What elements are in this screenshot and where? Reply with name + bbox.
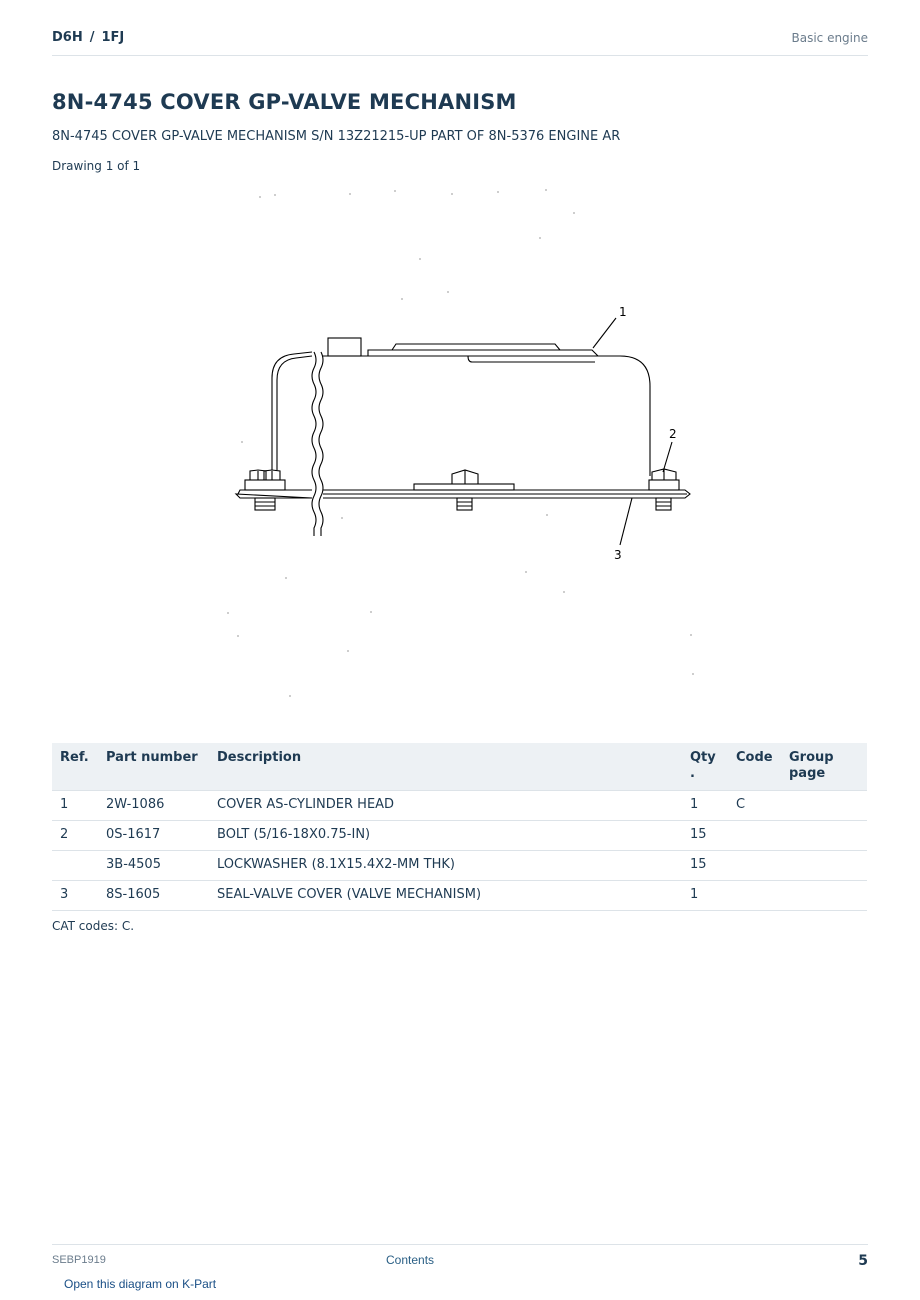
header-qty: Qty . (682, 743, 728, 791)
parts-table-header (52, 743, 867, 791)
callout-3: 3 (614, 548, 622, 562)
table-row (52, 791, 867, 821)
cell-description: BOLT (5/16-18X0.75-IN) (209, 821, 682, 851)
cell-part-number: 0S-1617 (98, 821, 209, 851)
cell-code (728, 821, 781, 851)
break-line-left (312, 352, 316, 536)
cell-qty: 1 (682, 791, 728, 821)
header-ref: Ref. (52, 743, 98, 791)
cell-code: C (728, 791, 781, 821)
page-header (52, 28, 868, 56)
header-part-number: Part number (98, 743, 209, 791)
cell-part-number: 3B-4505 (98, 851, 209, 881)
cell-ref: 2 (52, 821, 98, 851)
section-name: Basic engine (791, 31, 868, 45)
breadcrumb-separator: / (89, 30, 95, 45)
cell-code (728, 851, 781, 881)
break-line-right (319, 352, 323, 536)
cell-ref (52, 851, 98, 881)
leader-line-2 (663, 442, 672, 472)
page-footer (52, 1244, 868, 1275)
cell-ref: 3 (52, 881, 98, 911)
contents-link[interactable]: Contents (386, 1253, 435, 1267)
header-description: Description (209, 743, 682, 791)
breadcrumb-prefix: 1FJ (101, 30, 125, 45)
cell-description: LOCKWASHER (8.1X15.4X2-MM THK) (209, 851, 682, 881)
cover-left-section (272, 352, 312, 470)
cell-group-page (781, 821, 867, 851)
bolt-left (245, 470, 285, 510)
cell-code (728, 881, 781, 911)
table-row (52, 851, 867, 881)
header-code: Code (728, 743, 781, 791)
breadcrumb (52, 30, 124, 45)
page-subtitle: 8N-4745 COVER GP-VALVE MECHANISM S/N 13Z21215-UP PART OF 8N-5376 ENGINE AR (52, 129, 621, 144)
cell-qty: 1 (682, 881, 728, 911)
cell-description: COVER AS-CYLINDER HEAD (209, 791, 682, 821)
bolt-right (649, 469, 679, 510)
cell-qty: 15 (682, 851, 728, 881)
breather-boss (328, 338, 361, 356)
callout-2: 2 (669, 427, 677, 441)
valve-cover-drawing (200, 180, 720, 710)
cell-description: SEAL-VALVE COVER (VALVE MECHANISM) (209, 881, 682, 911)
table-row (52, 821, 867, 851)
open-diagram-link[interactable]: Open this diagram on K-Part (64, 1277, 217, 1291)
callout-1: 1 (619, 305, 627, 319)
page-number: 5 (858, 1253, 868, 1269)
cell-part-number: 8S-1605 (98, 881, 209, 911)
drawing-counter: Drawing 1 of 1 (52, 159, 141, 173)
parts-diagram (200, 180, 720, 710)
document-id: SEBP1919 (52, 1254, 106, 1266)
page-title: 8N-4745 COVER GP-VALVE MECHANISM (52, 90, 517, 114)
cat-codes-note: CAT codes: C. (52, 919, 135, 933)
leader-line-1 (593, 318, 616, 348)
breadcrumb-model: D6H (52, 30, 83, 45)
cell-qty: 15 (682, 821, 728, 851)
cell-ref: 1 (52, 791, 98, 821)
cell-part-number: 2W-1086 (98, 791, 209, 821)
top-plate (392, 344, 560, 350)
table-row (52, 881, 867, 911)
cell-group-page (781, 791, 867, 821)
cell-group-page (781, 881, 867, 911)
header-group-page: Group page (781, 743, 867, 791)
cover-body (323, 356, 650, 476)
cell-group-page (781, 851, 867, 881)
leader-line-3 (620, 498, 632, 545)
parts-table (52, 743, 867, 911)
